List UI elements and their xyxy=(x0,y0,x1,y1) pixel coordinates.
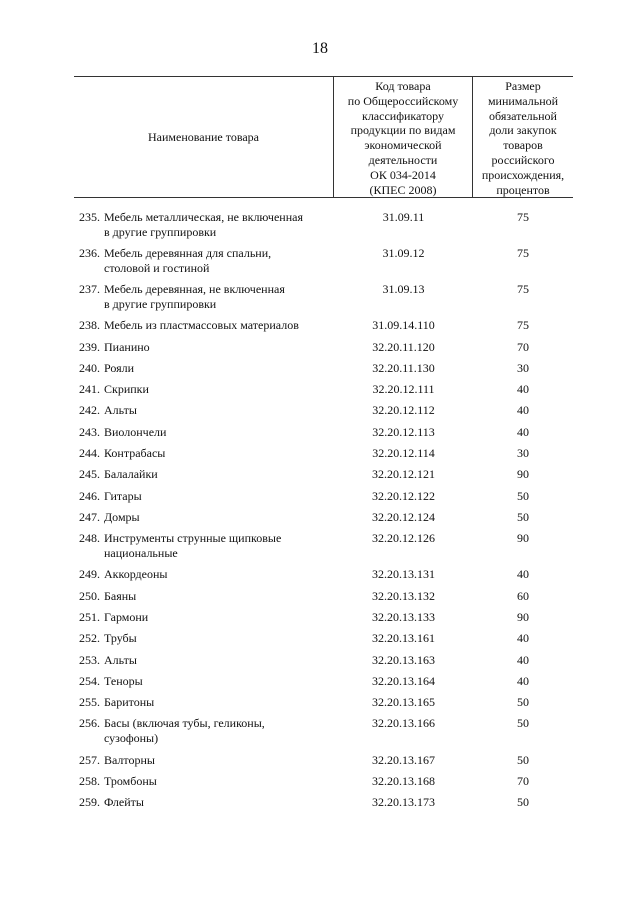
header-share-line: российского xyxy=(491,152,555,167)
product-name xyxy=(104,589,332,604)
product-code: 32.20.13.132 xyxy=(372,588,435,603)
header-top-rule xyxy=(74,76,573,77)
product-name xyxy=(104,489,332,504)
table-row xyxy=(0,610,640,631)
row-number: 248. xyxy=(79,531,100,546)
product-code: 32.20.11.120 xyxy=(372,339,435,354)
product-code: 31.09.14.110 xyxy=(372,318,435,333)
product-name-line: Тромбоны xyxy=(104,773,157,788)
product-name xyxy=(104,567,332,582)
table-row xyxy=(0,631,640,652)
table-row xyxy=(0,716,640,752)
product-name xyxy=(104,774,332,789)
product-name-line: Альты xyxy=(104,403,137,418)
product-name-line: Мебель деревянная для спальни, xyxy=(104,246,272,261)
product-name xyxy=(104,446,332,461)
header-code-line: Код товара xyxy=(375,79,431,93)
product-code: 32.20.13.168 xyxy=(372,773,435,788)
row-number: 251. xyxy=(79,609,100,624)
header-share xyxy=(473,79,573,197)
product-name-line: Басы (включая тубы, геликоны, xyxy=(104,716,265,731)
product-name-line: Гитары xyxy=(104,488,142,503)
product-code: 32.20.12.121 xyxy=(372,467,435,482)
header-code-line: экономической xyxy=(364,138,442,153)
product-name xyxy=(104,531,332,561)
header-code-line: классификатору xyxy=(361,108,444,123)
header-name: Наименование товара xyxy=(147,130,259,144)
row-number: 249. xyxy=(79,567,100,582)
min-share-percent: 75 xyxy=(517,318,529,333)
product-code: 31.09.13 xyxy=(382,282,425,297)
row-number: 250. xyxy=(79,588,100,603)
table-row xyxy=(0,282,640,318)
product-name-line: в другие группировки xyxy=(104,296,217,311)
product-name xyxy=(104,425,332,440)
header-share-line: доли закупок xyxy=(489,123,557,138)
min-share-percent: 70 xyxy=(517,773,529,788)
product-name-line: Рояли xyxy=(104,360,135,375)
min-share-percent: 50 xyxy=(517,752,529,767)
table-row xyxy=(0,361,640,382)
min-share-percent: 70 xyxy=(517,339,529,354)
product-name-line: Трубы xyxy=(104,631,137,646)
table-row xyxy=(0,382,640,403)
product-code: 32.20.13.133 xyxy=(372,609,435,624)
table-row xyxy=(0,425,640,446)
product-name xyxy=(104,246,332,276)
header-code-line: (КПЕС 2008) xyxy=(369,182,437,197)
min-share-percent: 40 xyxy=(517,567,529,582)
min-share-percent: 50 xyxy=(517,695,529,710)
header-share-line: товаров xyxy=(503,138,543,153)
table-row xyxy=(0,695,640,716)
product-name xyxy=(104,282,332,312)
product-code: 32.20.13.167 xyxy=(372,752,435,767)
min-share-percent: 90 xyxy=(517,467,529,482)
row-number: 243. xyxy=(79,424,100,439)
row-number: 244. xyxy=(79,446,100,461)
table-row xyxy=(0,340,640,361)
header-code-line: ОК 034-2014 xyxy=(370,167,436,182)
table-row xyxy=(0,774,640,795)
row-number: 242. xyxy=(79,403,100,418)
min-share-percent: 60 xyxy=(517,588,529,603)
row-number: 236. xyxy=(79,246,100,261)
product-name xyxy=(104,610,332,625)
product-name xyxy=(104,210,332,240)
product-name-line: Баяны xyxy=(104,588,137,603)
row-number: 245. xyxy=(79,467,100,482)
product-name xyxy=(104,510,332,525)
product-code: 31.09.11 xyxy=(382,210,425,224)
header-share-line: Размер xyxy=(505,79,541,93)
product-code: 32.20.12.122 xyxy=(372,488,435,503)
table-row xyxy=(0,318,640,339)
table-row xyxy=(0,653,640,674)
header-code-line: продукции по видам xyxy=(350,123,456,138)
product-code: 32.20.12.126 xyxy=(372,531,435,546)
header-share-line: происхождения, xyxy=(481,167,565,182)
product-name xyxy=(104,382,332,397)
product-name xyxy=(104,753,332,768)
product-name-line: в другие группировки xyxy=(104,224,217,239)
product-name xyxy=(104,467,332,482)
product-name-line: Пианино xyxy=(104,339,150,354)
row-number: 247. xyxy=(79,509,100,524)
row-number: 258. xyxy=(79,773,100,788)
table-row xyxy=(0,489,640,510)
row-number: 255. xyxy=(79,695,100,710)
row-number: 235. xyxy=(79,210,100,224)
row-number: 239. xyxy=(79,339,100,354)
product-name xyxy=(104,795,332,810)
product-name xyxy=(104,361,332,376)
table-row xyxy=(0,567,640,588)
product-code: 32.20.13.173 xyxy=(372,795,435,810)
product-code: 32.20.12.112 xyxy=(372,403,435,418)
min-share-percent: 90 xyxy=(517,531,529,546)
row-number: 253. xyxy=(79,652,100,667)
min-share-percent: 50 xyxy=(517,488,529,503)
product-code: 31.09.12 xyxy=(382,246,425,261)
header-code-line: по Общероссийскому xyxy=(347,93,459,108)
product-name-line: Мебель деревянная, не включенная xyxy=(104,282,285,297)
min-share-percent: 30 xyxy=(517,360,529,375)
table-row xyxy=(0,510,640,531)
row-number: 246. xyxy=(79,488,100,503)
min-share-percent: 50 xyxy=(517,716,529,731)
product-name xyxy=(104,653,332,668)
min-share-percent: 40 xyxy=(517,382,529,397)
product-code: 32.20.13.161 xyxy=(372,631,435,646)
product-name-line: сузофоны) xyxy=(104,731,159,746)
row-number: 241. xyxy=(79,382,100,397)
product-name-line: Мебель металлическая, не включенная xyxy=(104,210,303,224)
product-code: 32.20.12.111 xyxy=(372,382,435,397)
row-number: 257. xyxy=(79,752,100,767)
min-share-percent: 75 xyxy=(517,282,529,297)
product-name-line: Валторны xyxy=(104,752,155,767)
header-share-line: процентов xyxy=(496,182,550,197)
table-row xyxy=(0,467,640,488)
product-name-line: Инструменты струнные щипковые xyxy=(104,531,282,546)
product-name xyxy=(104,716,332,746)
product-name xyxy=(104,340,332,355)
row-number: 237. xyxy=(79,282,100,297)
min-share-percent: 90 xyxy=(517,609,529,624)
min-share-percent: 75 xyxy=(517,210,529,224)
row-number: 259. xyxy=(79,795,100,810)
product-name xyxy=(104,674,332,689)
table-row xyxy=(0,446,640,467)
product-code: 32.20.12.114 xyxy=(372,446,435,461)
table-row xyxy=(0,246,640,282)
product-code: 32.20.12.113 xyxy=(372,424,435,439)
product-name-line: Домры xyxy=(104,509,140,524)
min-share-percent: 40 xyxy=(517,652,529,667)
product-name-line: Баритоны xyxy=(104,695,155,710)
table-row xyxy=(0,210,640,246)
product-name-line: Альты xyxy=(104,652,137,667)
table-row xyxy=(0,589,640,610)
product-code: 32.20.13.166 xyxy=(372,716,435,731)
product-name-line: Скрипки xyxy=(104,382,149,397)
product-name-line: Виолончели xyxy=(104,424,167,439)
min-share-percent: 40 xyxy=(517,403,529,418)
min-share-percent: 30 xyxy=(517,446,529,461)
product-code: 32.20.13.164 xyxy=(372,673,435,688)
min-share-percent: 50 xyxy=(517,509,529,524)
header-share-line: минимальной xyxy=(487,93,559,108)
min-share-percent: 75 xyxy=(517,246,529,261)
row-number: 256. xyxy=(79,716,100,731)
page-number: 18 xyxy=(312,40,328,57)
row-number: 252. xyxy=(79,631,100,646)
product-code: 32.20.12.124 xyxy=(372,509,435,524)
min-share-percent: 50 xyxy=(517,795,529,810)
product-name xyxy=(104,403,332,418)
header-share-line: обязательной xyxy=(489,108,557,123)
product-code: 32.20.13.131 xyxy=(372,567,435,582)
table-row xyxy=(0,674,640,695)
table-row xyxy=(0,531,640,567)
row-number: 254. xyxy=(79,673,100,688)
product-name-line: национальные xyxy=(104,546,178,561)
product-name-line: Контрабасы xyxy=(104,446,166,461)
product-name-line: Аккордеоны xyxy=(104,567,168,582)
product-name-line: Мебель из пластмассовых материалов xyxy=(104,318,299,333)
header-code-line: деятельности xyxy=(368,152,438,167)
table-row xyxy=(0,795,640,816)
product-code: 32.20.13.165 xyxy=(372,695,435,710)
product-name-line: Теноры xyxy=(104,673,143,688)
product-name xyxy=(104,318,332,333)
product-code: 32.20.13.163 xyxy=(372,652,435,667)
product-name-line: Балалайки xyxy=(104,467,158,482)
row-number: 240. xyxy=(79,360,100,375)
min-share-percent: 40 xyxy=(517,673,529,688)
product-name-line: Гармони xyxy=(104,609,149,624)
min-share-percent: 40 xyxy=(517,424,529,439)
product-name-line: столовой и гостиной xyxy=(104,260,210,275)
min-share-percent: 40 xyxy=(517,631,529,646)
product-name xyxy=(104,695,332,710)
header-code xyxy=(334,79,472,197)
table-row xyxy=(0,403,640,424)
product-name-line: Флейты xyxy=(104,795,144,810)
product-code: 32.20.11.130 xyxy=(372,360,435,375)
product-name xyxy=(104,631,332,646)
table-body xyxy=(0,210,640,816)
row-number: 238. xyxy=(79,318,100,333)
table-row xyxy=(0,753,640,774)
